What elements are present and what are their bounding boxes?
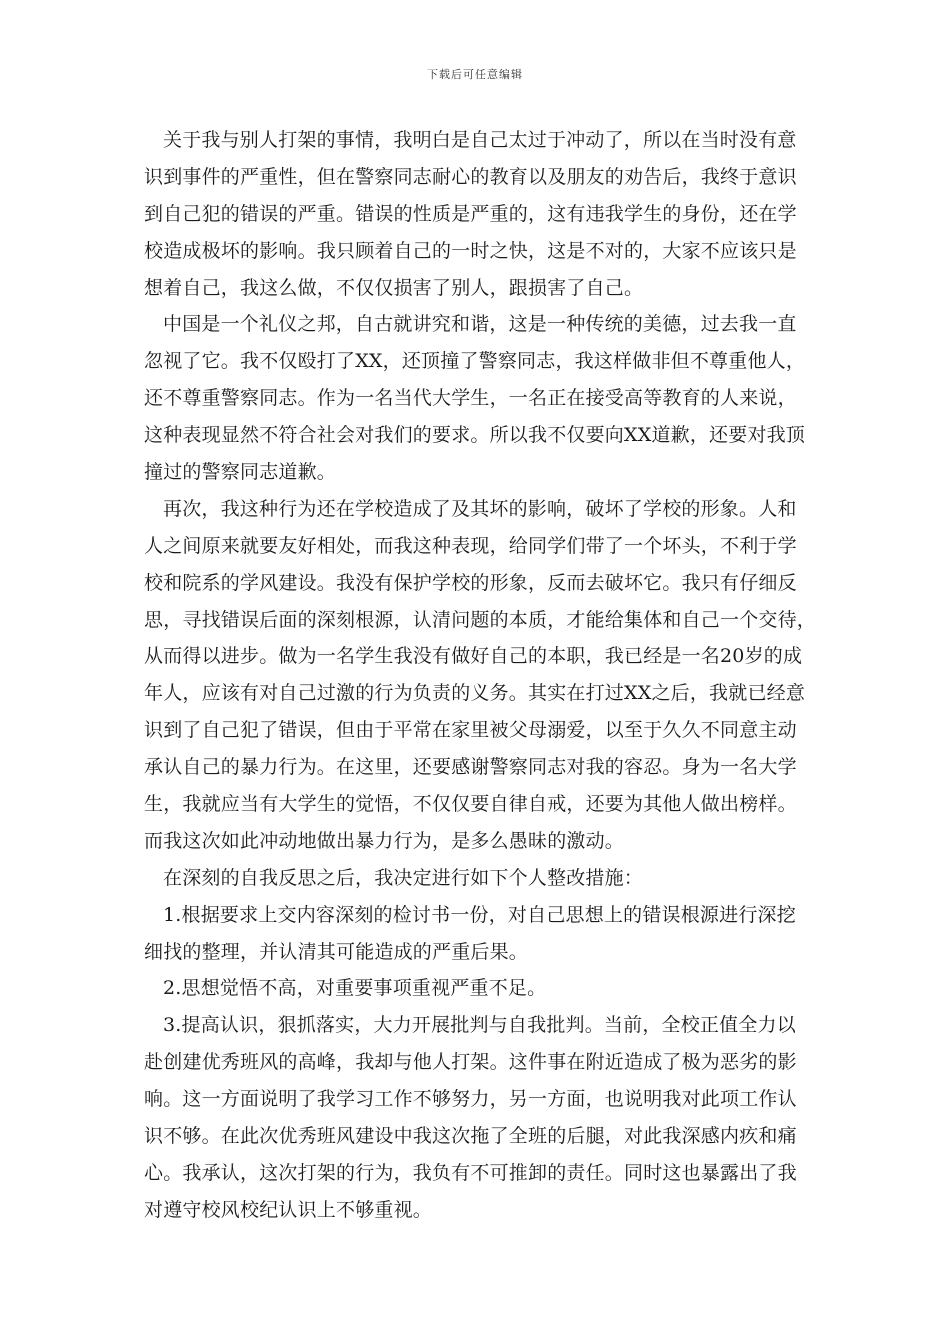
list-item: 2.思想觉悟不高，对重要事项重视严重不足。: [163, 977, 547, 1000]
text-line: 还不尊重警察同志。作为一名当代大学生，一名正在接受高等教育的人来说，: [144, 387, 797, 410]
text-line: 想着自己，我这么做，不仅仅损害了别人，跟损害了自己。: [144, 276, 644, 299]
text-line: 再次，我这种行为还在学校造成了及其坏的影响，破坏了学校的形象。人和: [163, 497, 797, 520]
text-line: 这种表现显然不符合社会对我们的要求。所以我不仅要向XX道歉，还要对我顶: [144, 424, 806, 447]
text-line: 人之间原来就要友好相处，而我这种表现，给同学们带了一个坏头，不利于学: [144, 534, 797, 557]
document-body: [144, 122, 817, 1229]
text-line: 识到了自己犯了错误，但由于平常在家里被父母溺爱，以至于久久不同意主动: [144, 719, 797, 742]
text-line: 响。这一方面说明了我学习工作不够努力，另一方面，也说明我对此项工作认: [144, 1088, 797, 1111]
text-line: 忽视了它。我不仅殴打了XX，还顶撞了警察同志，我这样做非但不尊重他人，: [144, 350, 806, 373]
text-line: 撞过的警察同志道歉。: [144, 461, 337, 484]
text-line: 对遵守校风校纪认识上不够重视。: [144, 1198, 433, 1221]
list-item: 1.根据要求上交内容深刻的检讨书一份，对自己思想上的错误根源进行深挖: [163, 903, 796, 926]
text-line: 识不够。在此次优秀班风建设中我这次拖了全班的后腿，对此我深感内疚和痛: [144, 1125, 797, 1148]
text-line: 生，我就应当有大学生的觉悟，不仅仅要自律自戒，还要为其他人做出榜样。: [144, 793, 797, 816]
text-line: 心。我承认，这次打架的行为，我负有不可推卸的责任。同时这也暴露出了我: [144, 1161, 797, 1184]
text-line: 识到事件的严重性，但在警察同志耐心的教育以及朋友的劝告后，我终于意识: [144, 165, 797, 188]
text-line: 细找的整理，并认清其可能造成的严重后果。: [144, 940, 529, 963]
text-line: 校造成极坏的影响。我只顾着自己的一时之快，这是不对的，大家不应该只是: [144, 239, 797, 262]
text-line: 关于我与别人打架的事情，我明白是自己太过于冲动了，所以在当时没有意: [163, 129, 797, 151]
text-line: 赴创建优秀班风的高峰，我却与他人打架。这件事在附近造成了极为恶劣的影: [144, 1051, 797, 1074]
text-line: 到自己犯的错误的严重。错误的性质是严重的，这有违我学生的身份，还在学: [144, 202, 797, 225]
text-line: 年人，应该有对自己过激的行为负责的义务。其实在打过XX之后，我就已经意: [144, 682, 806, 705]
text-line: 承认自己的暴力行为。在这里，还要感谢警察同志对我的容忍。身为一名大学: [144, 756, 797, 779]
list-item: 3.提高认识，狠抓落实，大力开展批判与自我批判。当前，全校正值全力以: [163, 1014, 796, 1037]
text-line: 而我这次如此冲动地做出暴力行为，是多么愚昧的激动。: [144, 829, 625, 852]
text-line: 从而得以进步。做为一名学生我没有做好自己的本职，我已经是一名20岁的成: [144, 645, 803, 668]
text-line: 校和院系的学风建设。我没有保护学校的形象，反而去破坏它。我只有仔细反: [144, 571, 797, 594]
text-line: 思，寻找错误后面的深刻根源，认清问题的本质，才能给集体和自己一个交待，: [144, 608, 817, 631]
page-header: 下载后可任意编辑: [427, 68, 523, 81]
text-line: 在深刻的自我反思之后，我决定进行如下个人整改措施：: [163, 866, 644, 889]
text-line: 中国是一个礼仪之邦，自古就讲究和谐，这是一种传统的美德，过去我一直: [163, 313, 797, 336]
